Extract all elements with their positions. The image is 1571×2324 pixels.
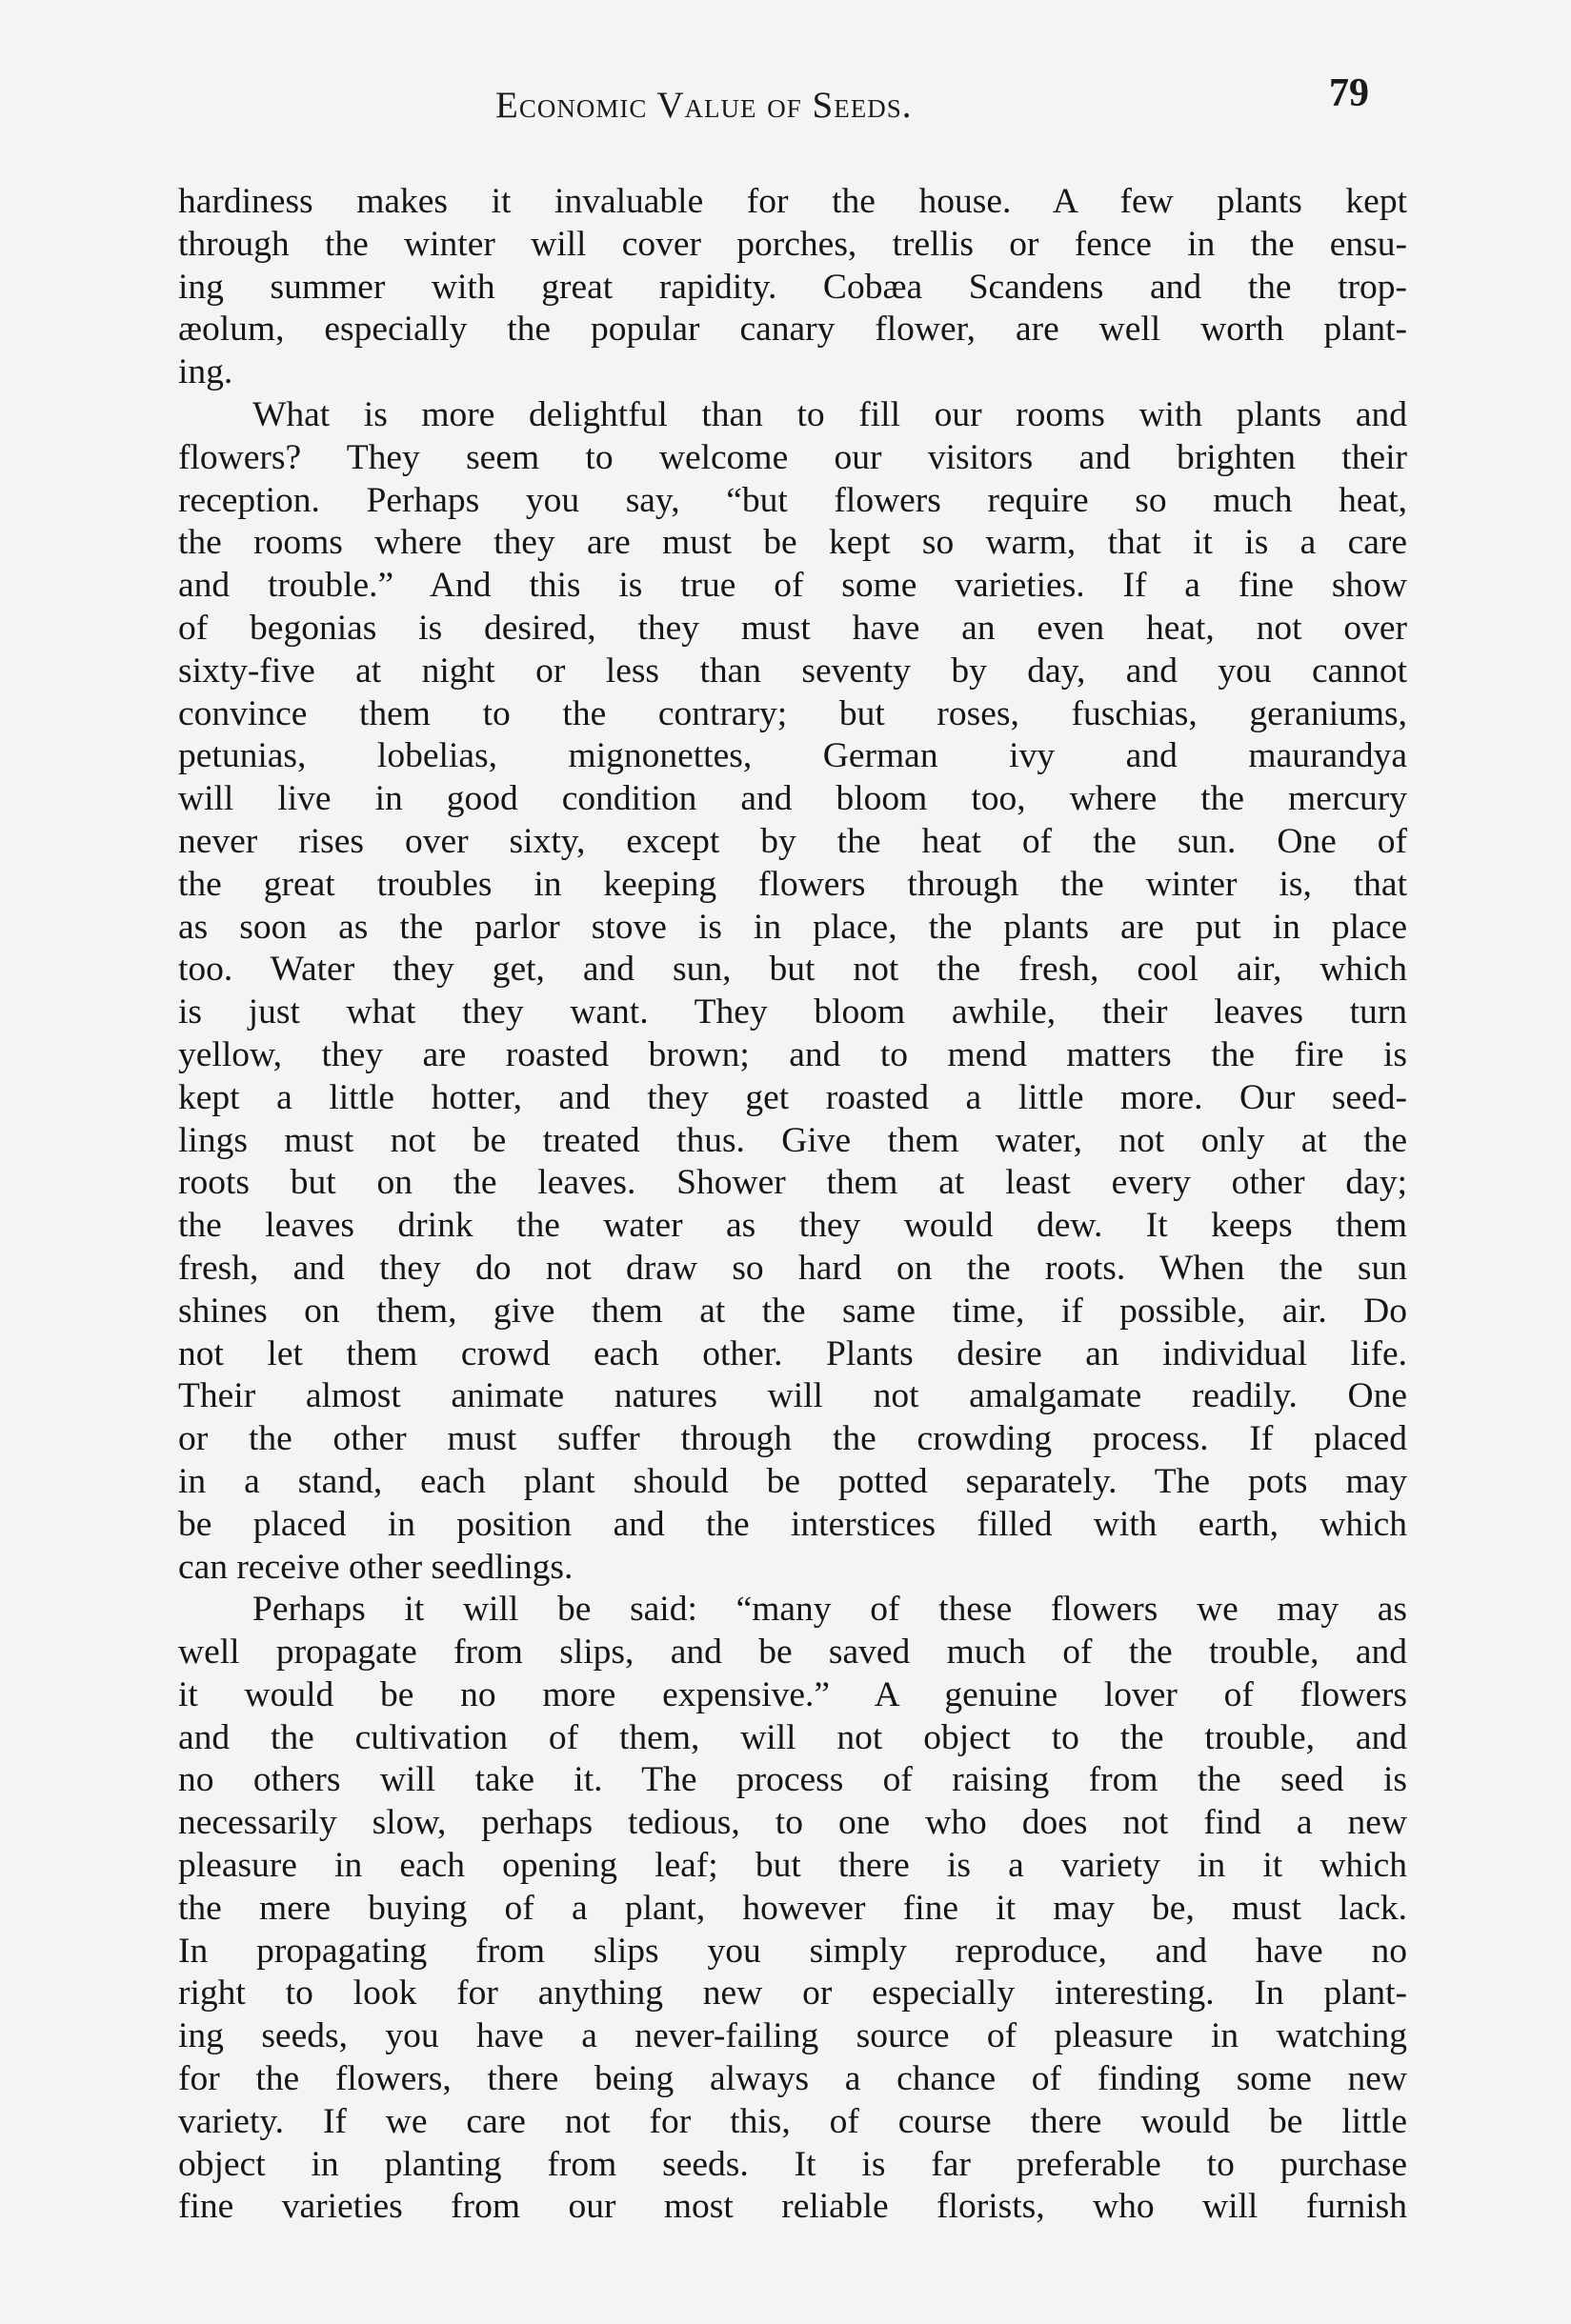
text-line: or the other must suffer through the crowding process. If placed bbox=[178, 1419, 1407, 1459]
text-line: roots but on the leaves. Shower them at least every other day; bbox=[178, 1163, 1407, 1203]
body-text bbox=[178, 181, 1407, 2229]
text-line: is just what they want. They bloom awhile, their leaves turn bbox=[178, 992, 1407, 1032]
text-line: well propagate from slips, and be saved much of the trouble, and bbox=[178, 1633, 1407, 1673]
text-line: as soon as the parlor stove is in place, the plants are put in place bbox=[178, 907, 1407, 947]
text-line: of begonias is desired, they must have an even heat, not over bbox=[178, 608, 1407, 648]
paragraph-start-line: Perhaps it will be said: “many of these flowers we may as bbox=[252, 1590, 1407, 1630]
text-line: reception. Perhaps you say, “but flowers require so much heat, bbox=[178, 480, 1407, 520]
text-line: too. Water they get, and sun, but not the fresh, cool air, which bbox=[178, 950, 1407, 990]
text-line: can receive other seedlings. bbox=[178, 1547, 574, 1587]
text-line: never rises over sixty, except by the heat of the sun. One of bbox=[178, 821, 1407, 861]
text-line: kept a little hotter, and they get roasted a little more. Our seed- bbox=[178, 1077, 1407, 1117]
text-line: petunias, lobelias, mignonettes, German ivy and maurandya bbox=[178, 736, 1407, 776]
text-line: fine varieties from our most reliable florists, who will furnish bbox=[178, 2187, 1407, 2227]
text-line: the great troubles in keeping flowers through the winter is, that bbox=[178, 864, 1407, 904]
text-line: the leaves drink the water as they would dew. It keeps them bbox=[178, 1206, 1407, 1246]
text-line: the mere buying of a plant, however fine it may be, must lack. bbox=[178, 1888, 1407, 1928]
text-line: shines on them, give them at the same time, if possible, air. Do bbox=[178, 1291, 1407, 1331]
text-line: and trouble.” And this is true of some varieties. If a fine show bbox=[178, 566, 1407, 606]
text-line: it would be no more expensive.” A genuine lover of flowers bbox=[178, 1674, 1407, 1714]
text-line: fresh, and they do not draw so hard on the roots. When the sun bbox=[178, 1248, 1407, 1288]
text-line: object in planting from seeds. It is far preferable to purchase bbox=[178, 2144, 1407, 2184]
text-line: necessarily slow, perhaps tedious, to one who does not find a new bbox=[178, 1803, 1407, 1843]
text-line: through the winter will cover porches, trellis or fence in the ensu- bbox=[178, 224, 1407, 264]
text-line: right to look for anything new or especially interesting. In plant- bbox=[178, 1973, 1407, 2013]
text-line: lings must not be treated thus. Give them water, not only at the bbox=[178, 1120, 1407, 1160]
text-line: convince them to the contrary; but roses, fuschias, geraniums, bbox=[178, 693, 1407, 733]
text-line: be placed in position and the interstices filled with earth, which bbox=[178, 1504, 1407, 1544]
text-line: in a stand, each plant should be potted separately. The pots may bbox=[178, 1461, 1407, 1501]
text-line: sixty-five at night or less than seventy by day, and you cannot bbox=[178, 651, 1407, 691]
text-line: ing seeds, you have a never-failing source of pleasure in watching bbox=[178, 2016, 1407, 2056]
text-line: and the cultivation of them, will not object to the trouble, and bbox=[178, 1717, 1407, 1757]
text-line: the rooms where they are must be kept so warm, that it is a care bbox=[178, 523, 1407, 563]
text-line: hardiness makes it invaluable for the house. A few plants kept bbox=[178, 182, 1407, 221]
running-title: Economic Value of Seeds. bbox=[495, 85, 913, 126]
text-line: will live in good condition and bloom too, where the mercury bbox=[178, 779, 1407, 819]
text-line: not let them crowd each other. Plants desire an individual life. bbox=[178, 1333, 1407, 1373]
text-line: for the flowers, there being always a chance of finding some new bbox=[178, 2059, 1407, 2099]
paragraph-start-line: What is more delightful than to fill our rooms with plants and bbox=[252, 394, 1407, 434]
text-line: ing. bbox=[178, 352, 233, 392]
page-number: 79 bbox=[1329, 71, 1369, 115]
text-line: flowers? They seem to welcome our visitors and brighten their bbox=[178, 437, 1407, 477]
text-line: Their almost animate natures will not amalgamate readily. One bbox=[178, 1376, 1407, 1416]
text-line: variety. If we care not for this, of course there would be little bbox=[178, 2101, 1407, 2141]
text-line: æolum, especially the popular canary flower, are well worth plant- bbox=[178, 310, 1407, 350]
text-line: yellow, they are roasted brown; and to mend matters the fire is bbox=[178, 1034, 1407, 1074]
text-line: In propagating from slips you simply reproduce, and have no bbox=[178, 1931, 1407, 1971]
text-line: ing summer with great rapidity. Cobæa Scandens and the trop- bbox=[178, 267, 1407, 307]
text-line: no others will take it. The process of raising from the seed is bbox=[178, 1760, 1407, 1800]
text-line: pleasure in each opening leaf; but there is a variety in it which bbox=[178, 1846, 1407, 1886]
